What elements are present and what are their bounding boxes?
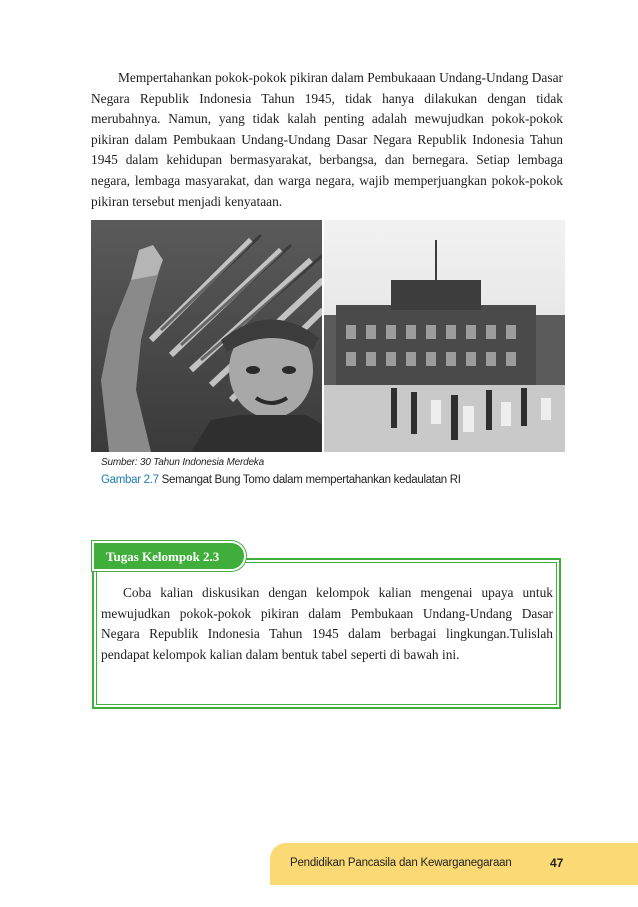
page-number: 47 (550, 856, 564, 870)
historical-photo (91, 220, 565, 452)
caption-number: Gambar 2.7 (101, 474, 159, 486)
task-title-tab (92, 541, 246, 571)
figure-source (101, 457, 264, 468)
caption-text: Semangat Bung Tomo dalam mempertahankan kedaulatan RI (161, 474, 461, 486)
body-paragraph: Mempertahankan pokok-pokok pikiran dalam Pembukaaan Undang-Undang Dasar Negara Republik Indonesia Tahun 1945, tidak hanya dilakukan dengan tidak merubahnya. Namun, yang tidak kalah penting adalah mewujudkan pokok-pokok pikiran dalam Pembukaan Undang-Undang Dasar Negara Republik Indonesia Tahun 1945 dalam kehidupan bermasyarakat, berbangsa, dan bernegara. Setiap lembaga negara, lembaga masyarakat, dan warga negara, wajib memperjuangkan pokok-pokok pikiran tersebut menjadi kenyataan. (91, 70, 563, 209)
figure-caption (101, 474, 461, 486)
task-instructions: Coba kalian diskusikan dengan kelompok kalian mengenai upaya untuk mewujudkan pokok-pokok pikiran dalam Pembukaan Undang-Undang Dasar Negara Republik Indonesia Tahun 1945 dalam berbagai lingkungan.Tulislah pendapat kelompok kalian dalam bentuk tabel seperti di bawah ini. (101, 585, 553, 662)
source-label: Sumber: (101, 457, 138, 468)
source-text: 30 Tahun Indonesia Merdeka (140, 457, 264, 468)
task-title: Tugas Kelompok 2.3 (106, 549, 220, 564)
footer-book-title: Pendidikan Pancasila dan Kewarganegaraan (290, 857, 512, 869)
